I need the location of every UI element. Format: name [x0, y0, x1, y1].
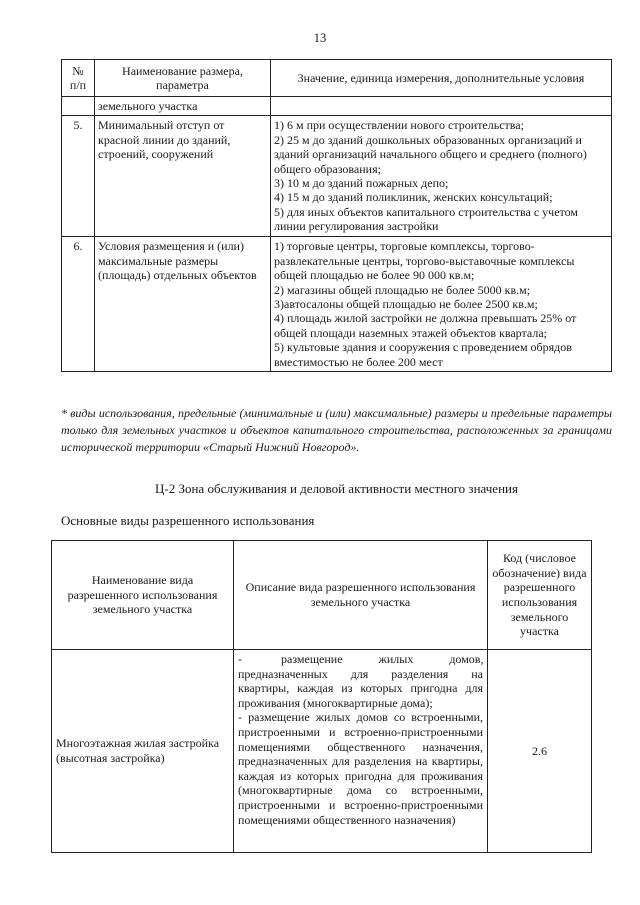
cell-parameter-name: Минимальный отступ от красной линии до зданий, строений, сооружений — [95, 116, 271, 237]
value-line: 5) для иных объектов капитального строительства с учетом линии регулирования застройки — [274, 204, 578, 234]
table-row — [62, 116, 612, 237]
cell-parameter-name: земельного участка — [95, 97, 271, 116]
value-line: 1) торговые центры, торговые комплексы, торгово-развлекательные центры, торгово-выставочные комплексы общей площадью не более 90 000 кв.м; — [274, 239, 575, 283]
value-line: 1) 6 м при осуществлении нового строительства; — [274, 118, 524, 133]
cell-num: 5. — [62, 116, 95, 237]
footnote: * виды использования, предельные (минимальные и (или) максимальные) размеры и предельные параметры только для земельных участков и объектов капитального строительства, расположенных за границами исторической территории «Старый Нижний Новгород». — [61, 406, 612, 454]
table-row — [52, 650, 592, 853]
value-line: 4) площадь жилой застройки не должна превышать 25% от общей площади наземных этажей объектов квартала; — [274, 311, 577, 340]
header-use-name: Наименование вида разрешенного использования земельного участка — [52, 541, 234, 650]
description-line: квартиры, каждая из которых пригодна для проживания (многоквартирные дома); — [238, 681, 483, 710]
cell-num — [62, 97, 95, 116]
cell-value — [271, 237, 612, 372]
cell-num: 6. — [62, 237, 95, 372]
value-line: 2) 25 м до зданий дошкольных образованных организаций и зданий организаций начального общего и среднего (полного) общего образования; — [274, 132, 587, 176]
table-row — [62, 237, 612, 372]
parameters-table — [61, 59, 612, 372]
section-subheading: Основные виды разрешенного использования — [61, 513, 315, 528]
header-use-code: Код (числовое обозначение) вида разрешенного использования земельного участка — [488, 541, 592, 650]
page-number: 13 — [313, 31, 327, 45]
cell-value — [271, 97, 612, 116]
header-num: № п/п — [62, 60, 95, 97]
cell-value — [271, 116, 612, 237]
table-header-row — [52, 541, 592, 650]
cell-use-code: 2.6 — [488, 650, 592, 853]
value-line: 3) 10 м до зданий пожарных депо; — [274, 176, 449, 191]
description-line: - размещение жилых домов, — [238, 652, 484, 666]
header-parameter-name: Наименование размера, параметра — [95, 60, 271, 97]
cell-use-name: Многоэтажная жилая застройка (высотная застройка) — [52, 650, 234, 853]
cell-parameter-name: Условия размещения и (или) максимальные размеры (площадь) отдельных объектов — [95, 237, 271, 372]
value-line: 5) культовые здания и сооружения с проведением обрядов вместимостью не более 200 мест — [274, 340, 572, 369]
description-line: - размещение жилых домов со встроенными, пристроенными и встроенно-пристроенными помещениями общественного назначения, предназначенных для разделения на квартиры, каждая из которых пригодна для проживания (многоквартирные дома со встроенными, пристроенными и встроенно-пристроенными помещениями общественного назначения) — [238, 710, 483, 827]
header-use-description: Описание вида разрешенного использования земельного участка — [234, 541, 488, 650]
value-line: 2) магазины общей площадью не более 5000 кв.м; — [274, 282, 531, 297]
land-use-table — [51, 540, 592, 853]
table-header-row — [62, 60, 612, 97]
description-line: предназначенных для разделения на — [238, 666, 483, 681]
header-value: Значение, единица измерения, дополнительные условия — [271, 60, 612, 97]
value-line: 4) 15 м до зданий поликлиник, женских консультаций; — [274, 190, 553, 205]
table-row-continuation — [62, 97, 612, 116]
cell-use-description — [234, 650, 488, 853]
zone-heading: Ц-2 Зона обслуживания и деловой активности местного значения — [155, 481, 518, 496]
value-line: 3)автосалоны общей площадью не более 2500 кв.м; — [274, 297, 538, 312]
